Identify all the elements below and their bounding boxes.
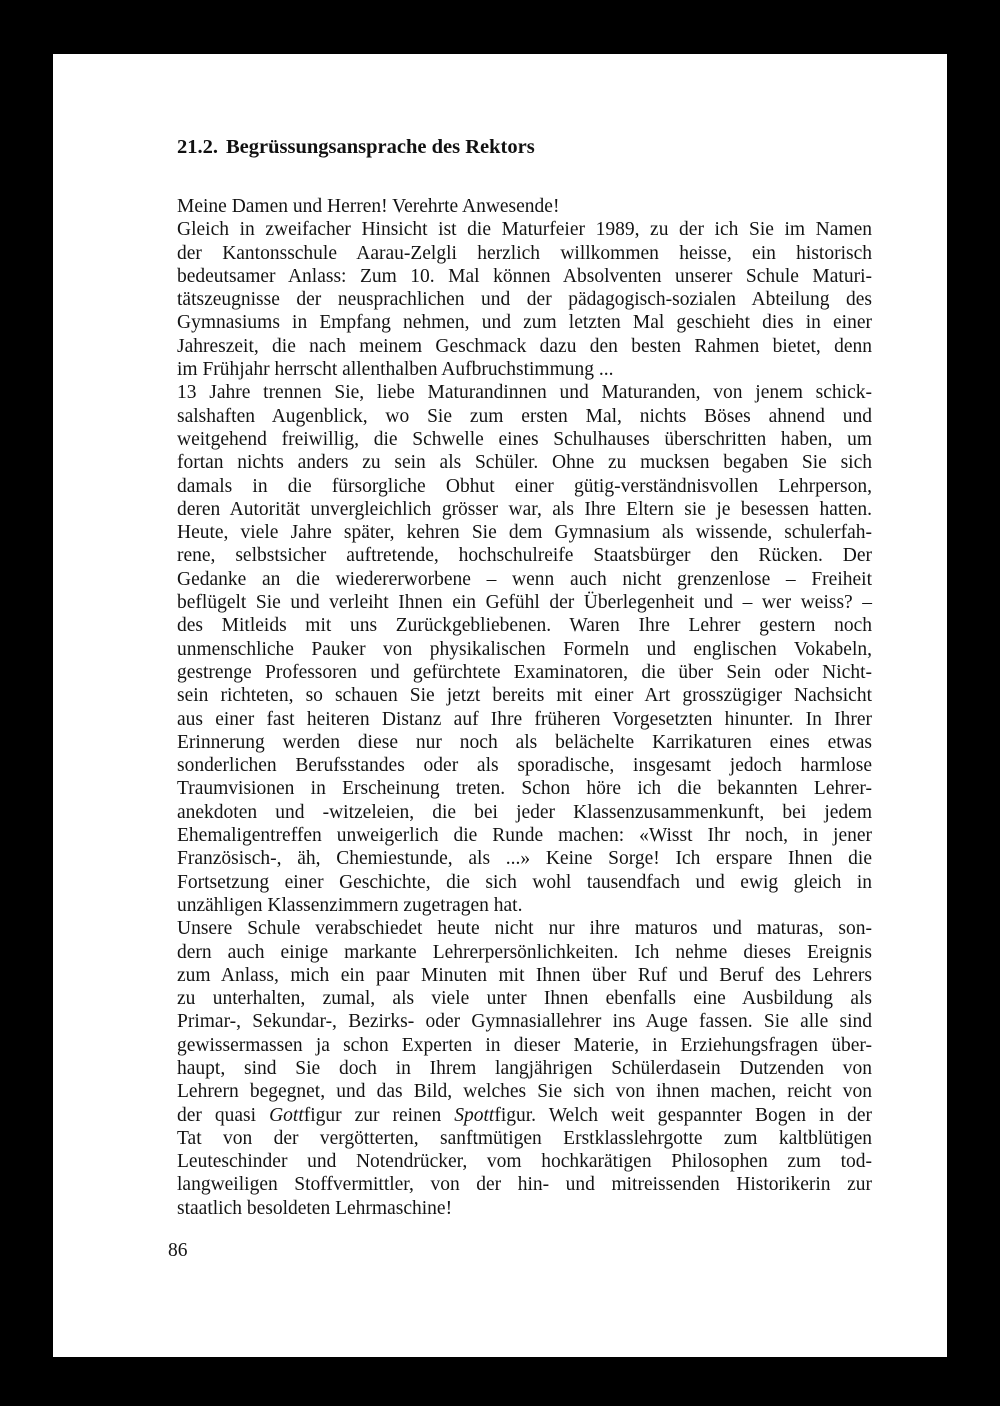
text-line: Fortsetzung einer Geschichte, die sich wohl tausendfach und ewig gleich in bbox=[177, 871, 872, 893]
text-line: Meine Damen und Herren! Verehrte Anwesende! bbox=[177, 196, 560, 217]
text-line: der Kantonsschule Aarau-Zelgli herzlich willkommen heisse, ein historisch bbox=[177, 242, 872, 264]
text-line: dern auch einige markante Lehrerpersönlichkeiten. Ich nehme dieses Ereignis bbox=[177, 941, 872, 963]
text-line: langweiligen Stoffvermittler, von der hin- und mitreissenden Historikerin zur bbox=[177, 1174, 872, 1196]
emphasis-spott: Spott bbox=[454, 1104, 495, 1126]
text-line: 13 Jahre trennen Sie, liebe Maturandinnen und Maturanden, von jenem schick- bbox=[177, 382, 872, 404]
text-line: beflügelt Sie und verleiht Ihnen ein Gefühl der Überlegenheit und – wer weiss? – bbox=[177, 592, 872, 614]
text-line: Leuteschinder und Notendrücker, vom hochkarätigen Philosophen zum tod- bbox=[177, 1151, 872, 1173]
text-line: Heute, viele Jahre später, kehren Sie dem Gymnasium als wissende, schulerfah- bbox=[177, 522, 872, 544]
text-line: staatlich besoldeten Lehrmaschine! bbox=[177, 1197, 453, 1219]
text-line: sein richteten, so schauen Sie jetzt bereits mit einer Art grosszügiger Nachsicht bbox=[177, 685, 872, 707]
text-line: Tat von der vergötterten, sanftmütigen Erstklasslehrgotte zum kaltblütigen bbox=[177, 1127, 872, 1149]
text-line: Gleich in zweifacher Hinsicht ist die Maturfeier 1989, zu der ich Sie im Namen bbox=[177, 219, 872, 241]
text-line: tätszeugnisse der neusprachlichen und der pädagogisch-sozialen Abteilung des bbox=[177, 289, 872, 311]
text-line: gewissermassen ja schon Experten in dieser Materie, in Erziehungsfragen über- bbox=[177, 1034, 872, 1056]
text-line: Unsere Schule verabschiedet heute nicht nur ihre maturos und maturas, son- bbox=[177, 918, 872, 940]
text-line: deren Autorität unvergleichlich grösser war, als Ihre Eltern sie je besessen hatten. bbox=[177, 498, 872, 520]
text-line: Jahreszeit, die nach meinem Geschmack dazu den besten Rahmen bietet, denn bbox=[177, 335, 872, 357]
text-segment: figur zur reinen bbox=[303, 1104, 455, 1126]
text-line: sonderlichen Berufsstandes oder als sporadische, insgesamt jedoch harmlose bbox=[177, 755, 872, 777]
text-line: anekdoten und -witzeleien, die bei jeder Klassenzusammenkunft, bei jedem bbox=[177, 801, 872, 823]
text-line-with-emphasis bbox=[177, 1104, 872, 1127]
text-line: damals in die fürsorgliche Obhut einer gütig-verständnisvollen Lehrperson, bbox=[177, 475, 872, 497]
text-line: des Mitleids mit uns Zurückgebliebenen. Waren Ihre Lehrer gestern noch bbox=[177, 615, 872, 637]
text-line: fortan nichts anders zu sein als Schüler. Ohne zu mucksen begaben Sie sich bbox=[177, 452, 872, 474]
section-number: 21.2. bbox=[177, 136, 218, 158]
text-line: aus einer fast heiteren Distanz auf Ihre früheren Vorgesetzten hinunter. In Ihrer bbox=[177, 708, 872, 730]
text-line: haupt, sind Sie doch in Ihrem langjährigen Schülerdasein Dutzenden von bbox=[177, 1057, 872, 1079]
speech-text bbox=[177, 195, 872, 1220]
text-segment: figur. Welch weit gespannter Bogen in der bbox=[494, 1104, 872, 1126]
text-line: im Frühjahr herrscht allenthalben Aufbruchstimmung ... bbox=[177, 359, 614, 381]
section-heading bbox=[177, 136, 535, 159]
text-line: Traumvisionen in Erscheinung treten. Schon höre ich die bekannten Lehrer- bbox=[177, 778, 872, 800]
text-line: Erinnerung werden diese nur noch als belächelte Karrikaturen eines etwas bbox=[177, 731, 872, 753]
text-line: zu unterhalten, zumal, als viele unter Ihnen ebenfalls eine Ausbildung als bbox=[177, 988, 872, 1010]
text-line: Primar-, Sekundar-, Bezirks- oder Gymnasiallehrer ins Auge fassen. Sie alle sind bbox=[177, 1011, 872, 1033]
text-line: salshaften Augenblick, wo Sie zum ersten Mal, nichts Böses ahnend und bbox=[177, 405, 872, 427]
text-line: Gymnasiums in Empfang nehmen, und zum letzten Mal geschieht dies in einer bbox=[177, 312, 872, 334]
text-line: weitgehend freiwillig, die Schwelle eines Schulhauses überschritten haben, um bbox=[177, 428, 872, 450]
text-line: gestrenge Professoren und gefürchtete Examinatoren, die über Sein oder Nicht- bbox=[177, 661, 872, 683]
text-line: Ehemaligentreffen unweigerlich die Runde machen: «Wisst Ihr noch, in jener bbox=[177, 825, 872, 847]
emphasis-gott: Gott bbox=[269, 1104, 304, 1126]
text-line: Französisch-, äh, Chemiestunde, als ...» Keine Sorge! Ich erspare Ihnen die bbox=[177, 848, 872, 870]
text-segment: der quasi bbox=[177, 1104, 270, 1126]
text-line: Lehrern begegnet, und das Bild, welches Sie sich von ihnen machen, reicht von bbox=[177, 1081, 872, 1103]
text-line: zum Anlass, mich ein paar Minuten mit Ihnen über Ruf und Beruf des Lehrers bbox=[177, 964, 872, 986]
document-page bbox=[53, 54, 947, 1357]
text-line: unmenschliche Pauker von physikalischen Formeln und englischen Vokabeln, bbox=[177, 638, 872, 660]
text-line: rene, selbstsicher auftretende, hochschulreife Staatsbürger den Rücken. Der bbox=[177, 545, 872, 567]
page-number: 86 bbox=[168, 1240, 188, 1261]
text-line: bedeutsamer Anlass: Zum 10. Mal können Absolventen unserer Schule Maturi- bbox=[177, 265, 872, 287]
text-line: unzähligen Klassenzimmern zugetragen hat. bbox=[177, 894, 523, 916]
section-title: Begrüssungsansprache des Rektors bbox=[226, 136, 535, 158]
text-line: Gedanke an die wiedererworbene – wenn auch nicht grenzenlose – Freiheit bbox=[177, 568, 872, 590]
